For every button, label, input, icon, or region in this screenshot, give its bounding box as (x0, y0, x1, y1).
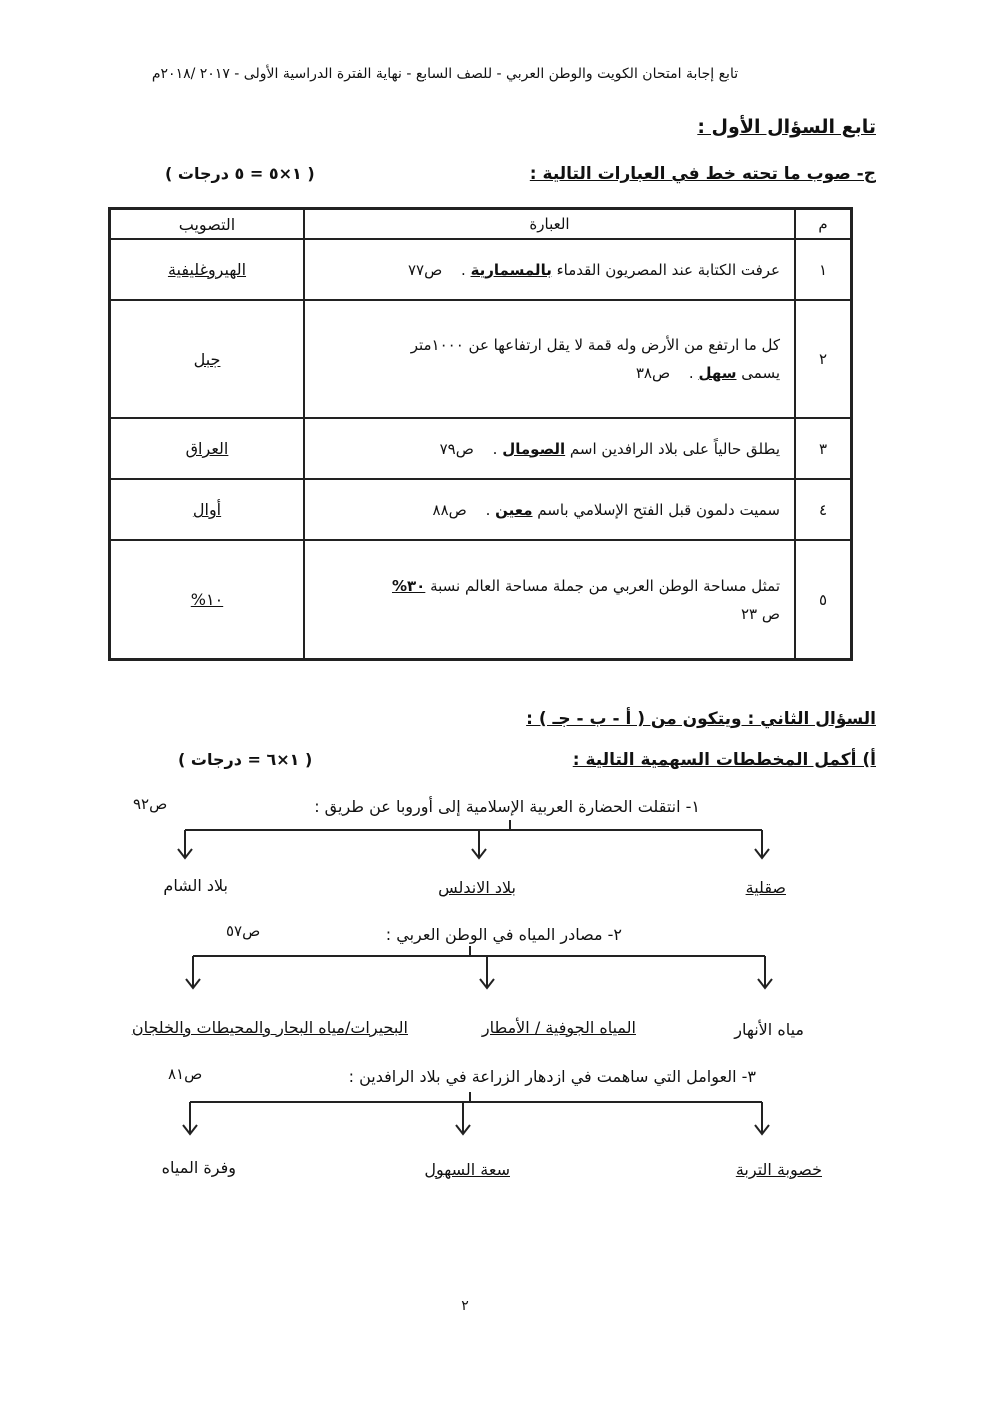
row-number: ٣ (795, 418, 852, 479)
diagram2-item-rivers: مياه الأنهار (734, 1020, 804, 1039)
page-header: تابع إجابة امتحان الكويت والوطن العربي - للصف السابع - نهاية الفترة الدراسية الأولى - ٢٠١٧ /٢٠١٨م (151, 66, 739, 82)
underlined-wrong-term: الصومال (502, 439, 566, 458)
part-a-score: ( ١×٦ = درجات ) (178, 750, 313, 769)
statement-text: عرفت الكتابة عند المصريون القدماء (556, 260, 780, 279)
question1-title: تابع السؤال الأول : (697, 116, 876, 138)
page-reference: ص٧٧ (407, 260, 443, 279)
row-statement: سميت دلمون قبل الفتح الإسلامي باسم معين . ص٨٨ (304, 479, 795, 540)
statement-text-line2: يسمى (741, 364, 780, 383)
underlined-wrong-term: سهل (698, 364, 737, 383)
row-statement: يطلق حالياً على بلاد الرافدين اسم الصومال . ص٧٩ (304, 418, 795, 479)
part-a-instruction: أ) أكمل المخططات السهمية التالية : (572, 750, 876, 770)
row-correction: جبل (110, 300, 305, 418)
page-number: ٢ (461, 1298, 469, 1314)
diagram3-item-plains: سعة السهول (424, 1160, 510, 1179)
statement-text: يطلق حالياً على بلاد الرافدين اسم (569, 439, 780, 458)
diagram2-item-lakes-seas: البحيرات/مياه البحار والمحيطات والخلجان (131, 1018, 408, 1037)
diagram3-item-water: وفرة المياه (161, 1158, 236, 1177)
page-reference: ص٨٨ (432, 500, 467, 519)
underlined-wrong-term: معين (495, 500, 533, 519)
row-statement: كل ما ارتفع من الأرض وله قمة لا يقل ارتفاعها عن ١٠٠٠متر يسمى سهل . ص٣٨ (304, 300, 795, 418)
page-reference: ص٧٩ (439, 439, 474, 458)
column-header-statement: العبارة (304, 209, 795, 240)
diagram1-title: ١- انتقلت الحضارة العربية الإسلامية إلى أوروبا عن طريق : (314, 797, 700, 816)
page-reference: ص ٢٣ (740, 604, 780, 623)
page-reference: ص٣٨ (635, 364, 671, 383)
diagram1-item-sicily: صقلية (745, 878, 786, 897)
part-c-instruction: ج- صوب ما تحته خط في العبارات التالية : (529, 164, 876, 184)
row-number: ٤ (795, 479, 852, 540)
diagram2-item-groundwater: المياه الجوفية / الأمطار (481, 1018, 636, 1037)
underlined-wrong-term: ٣٠% (391, 576, 426, 595)
row-number: ١ (795, 239, 852, 300)
statement-text: كل ما ارتفع من الأرض وله قمة لا يقل ارتفاعها عن ١٠٠٠متر (410, 336, 780, 355)
row-correction: ١٠% (110, 540, 305, 659)
diagram1-connector (178, 820, 769, 858)
row-correction: أوال (110, 479, 305, 540)
diagram1-page-ref: ص٩٢ (133, 795, 168, 813)
row-number: ٥ (795, 540, 852, 659)
diagram2-connector (186, 946, 772, 988)
diagram3-connector (183, 1092, 769, 1134)
diagram3-title: ٣- العوامل التي ساهمت في ازدهار الزراعة في بلاد الرافدين : (348, 1067, 756, 1086)
row-statement: عرفت الكتابة عند المصريون القدماء بالمسمارية . ص٧٧ (304, 239, 795, 300)
diagram3-page-ref: ص٨١ (168, 1065, 203, 1083)
column-header-correction: التصويب (110, 209, 305, 240)
part-c-score: ( ١×٥ = ٥ درجات ) (165, 164, 315, 183)
diagram2-page-ref: ص٥٧ (226, 922, 261, 940)
column-header-num: م (795, 209, 852, 240)
diagram3-item-soil: خصوبة التربة (735, 1160, 822, 1179)
row-number: ٢ (795, 300, 852, 418)
underlined-wrong-term: بالمسمارية (470, 260, 552, 279)
row-correction: العراق (110, 418, 305, 479)
statement-text: سميت دلمون قبل الفتح الإسلامي باسم (537, 500, 780, 519)
diagram1-item-levant: بلاد الشام (163, 876, 228, 895)
diagram2-title: ٢- مصادر المياه في الوطن العربي : (385, 925, 622, 944)
question2-title: السؤال الثاني : ويتكون من ( أ - ب - جـ ) : (526, 709, 876, 729)
row-correction: الهيروغليفية (110, 239, 305, 300)
statement-text: تمثل مساحة الوطن العربي من جملة مساحة العالم نسبة (430, 576, 780, 595)
diagram1-item-andalus: بلاد الاندلس (438, 878, 516, 897)
